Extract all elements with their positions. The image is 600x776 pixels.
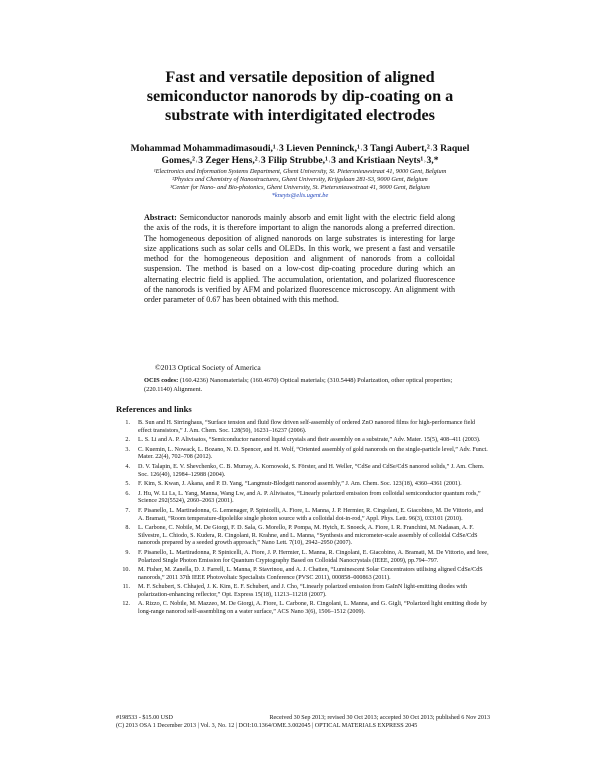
abstract-text: Semiconductor nanorods mainly absorb and emit light with the electric field along the axis of the rods, it is therefore important to align the nanorods along a preferred direction. The homogeneous deposition of aligned nanorods on large substrates is interesting for large size applications such as solar cells and OLEDs. In this work, we present a fast and versatile method for the homogeneous deposition and alignment of nanorods from a colloidal suspension. The method is based on a low-cost dip-coating procedure during which an alternating electric field is applied. The accumulation, orientation, and polarized fluorescence of the nanorods is verified by AFM and polarized fluorescence microscopy. An alignment with order parameter of 0.67 has been obtained with this method. <box>144 213 455 305</box>
copyright-notice: ©2013 Optical Society of America <box>155 363 261 372</box>
reference-text: M. Fisher, M. Zanella, D. J. Farrell, L. Manna, P. Stavrinou, and A. J. Chatten, “Luminescent Solar Concentrators utilising aligned CdSe/CdS nanorods,” 2011 37th IEEE Photovoltaic Specialists Conference (PVSC 2011), 000858–000863 (2011). <box>138 567 483 581</box>
reference-number: 2. <box>125 437 130 444</box>
reference-item <box>116 550 490 565</box>
reference-text: F. Kim, S. Kwan, J. Akana, and P. D. Yang, “Langmuir-Blodgett nanorod assembly,” J. Am. Chem. Soc. 123(18), 4360–4361 (2001). <box>138 481 462 488</box>
reference-item <box>116 525 490 548</box>
affiliation: ³Center for Nano- and Bio-photonics, Ghent University, St. Pietersnieuwstraat 41, 9000 Gent, Belgium <box>170 184 430 191</box>
reference-number: 7. <box>125 507 130 514</box>
reference-number: 3. <box>125 446 130 453</box>
title-line: semiconductor nanorods by dip-coating on a <box>146 87 454 105</box>
reference-item <box>116 437 490 445</box>
reference-number: 5. <box>125 481 130 488</box>
reference-text: D. V. Talapin, E. V. Shevchenko, C. B. Murray, A. Kornowski, S. Förster, and H. Weller, “CdSe and CdSe/CdS nanorod solids,” J. Am. Chem. Soc. 126(40), 12984–12988 (2004). <box>138 463 485 478</box>
reference-item <box>116 601 490 616</box>
reference-item <box>116 584 490 599</box>
corresponding-email[interactable]: *kneyts@elis.ugent.be <box>271 192 329 199</box>
reference-item <box>116 420 490 435</box>
author-list <box>108 143 492 167</box>
references-heading: References and links <box>116 404 192 414</box>
author-line: Mohammad Mohammadimasoudi,¹˒3 Lieven Penninck,¹˒3 Tangi Aubert,²˒3 Raquel <box>130 143 470 154</box>
abstract <box>144 213 455 306</box>
reference-text: M. F. Schubert, S. Chhajed, J. K. Kim, E. F. Schubert, and J. Cho, “Linearly polarized emission from GaInN light-emitting diodes with polarization-enhancing reflector,” Opt. Express 15(18), 11213–11218 (2007). <box>138 584 468 598</box>
order-number: #198533 - $15.00 USD <box>116 715 173 721</box>
abstract-heading: Abstract: <box>144 213 177 222</box>
title-line: Fast and versatile deposition of aligned <box>165 68 435 86</box>
footer-row <box>116 722 490 730</box>
reference-number: 6. <box>125 490 130 497</box>
reference-number: 8. <box>125 525 130 532</box>
ocis-heading: OCIS codes: <box>144 377 179 384</box>
affiliation: ¹Electronics and Information Systems Department, Ghent University, St. Pietersnieuwstraat 41, 9000 Gent, Belgium <box>153 168 447 175</box>
ocis-text: (160.4236) Nanomaterials; (160.4670) Optical materials; (310.5448) Polarization, other optical properties; (220.1140) Alignment. <box>144 377 453 393</box>
reference-text: A. Rizzo, C. Nobile, M. Mazzeo, M. De Giorgi, A. Fiore, L. Carbone, R. Cingolani, L. Manna, and G. Gigli, “Polarized light emitting diode by long-range nanorod self-assembling on a water surface,” ACS Nano 3(6), 1506–1512 (2009). <box>138 601 487 616</box>
affiliation: ²Physics and Chemistry of Nanostructures, Ghent University, Krijgslaan 281-S3, 9000 Gent, Belgium <box>172 176 428 183</box>
reference-text: B. Sun and H. Sirringhaus, “Surface tension and fluid flow driven self-assembly of ordered ZnO nanorod films for high-performance field effect transistors,” J. Am. Chem. Soc. 128(50), 16231–16237 (2006). <box>138 420 476 434</box>
title-line: substrate with interdigitated electrodes <box>165 106 435 124</box>
publication-dates: Received 30 Sep 2013; revised 30 Oct 2013; accepted 30 Oct 2013; published 6 Nov 2013 <box>269 715 490 721</box>
page-footer <box>116 714 490 730</box>
reference-item <box>116 464 490 479</box>
reference-item <box>116 447 490 462</box>
author-line: Gomes,²˒3 Zeger Hens,²˒3 Filip Strubbe,¹˒3 and Kristiaan Neyts¹˒3,* <box>161 155 439 166</box>
reference-number: 10. <box>122 567 130 574</box>
reference-text: J. Hu, W. Li Ls, L. Yang, Manna, Wang Lw, and A. P. Alivisatos, “Linearly polarized emission from colloidal semiconductor quantum rods,” Science 292(5524), 2060–2063 (2001). <box>138 490 481 505</box>
footer-row <box>116 714 490 722</box>
reference-number: 12. <box>122 601 130 608</box>
reference-number: 1. <box>125 420 130 426</box>
reference-list <box>116 420 490 619</box>
reference-text: F. Pisanello, L. Martiradonna, G. Lemenager, P. Spinicelli, A. Fiore, L. Manna, J. P. Hermier, R. Cingolani, E. Giacobino, M. De Vittorio, and A. Bramati, “Room temperature-dipolelike single photon source with a colloidal dot-in-rod,” Appl. Phys. Lett. 96(3), 033101 (2010). <box>138 507 484 522</box>
reference-text: F. Pisanello, L. Martiradonna, P. Spinicelli, A. Fiore, J. P. Hermier, L. Manna, R. Cingolani, E. Giacobino, A. Bramati, M. De Vittorio, and Ieee, Polarized Single Photon Emission for Quantum Cryptography Based on Colloidal Nanocrystals (IEEE, 2009), pp.794–797. <box>138 549 489 564</box>
ocis-codes <box>144 377 455 394</box>
reference-text: L. S. Li and A. P. Alivisatos, “Semiconductor nanorod liquid crystals and their assembly on a substrate,” Adv. Mater. 15(5), 408–411 (2003). <box>138 437 481 444</box>
reference-item <box>116 508 490 523</box>
reference-number: 11. <box>122 584 130 591</box>
reference-item <box>116 567 490 582</box>
reference-item <box>116 481 490 489</box>
affiliations <box>108 168 492 200</box>
journal-info: (C) 2013 OSA 1 December 2013 | Vol. 3, No. 12 | DOI:10.1364/OME.3.002045 | OPTICAL MATERIALS EXPRESS 2045 <box>116 723 418 729</box>
reference-item <box>116 491 490 506</box>
reference-text: L. Carbone, C. Nobile, M. De Giorgi, F. D. Sala, G. Morello, P. Pompa, M. Hytch, E. Snoeck, A. Fiore, I. R. Franchini, M. Nadasan, A. F. Silvestre, L. Chiodo, S. Kudera, R. Cingolani, R. Krahne, and L. Manna, “Synthesis and micrometer-scale assembly of colloidal CdSe/CdS nanorods prepared by a seeded growth approach,” Nano Lett. 7(10), 2942–2950 (2007). <box>138 525 478 547</box>
reference-text: C. Kuemin, L. Nowack, L. Bozano, N. D. Spencer, and H. Wolf, “Oriented assembly of gold nanorods on the single-particle level,” Adv. Funct. Mater. 22(4), 702–708 (2012). <box>138 446 488 461</box>
reference-number: 4. <box>125 463 130 470</box>
reference-number: 9. <box>125 549 130 556</box>
paper-title <box>110 68 490 125</box>
